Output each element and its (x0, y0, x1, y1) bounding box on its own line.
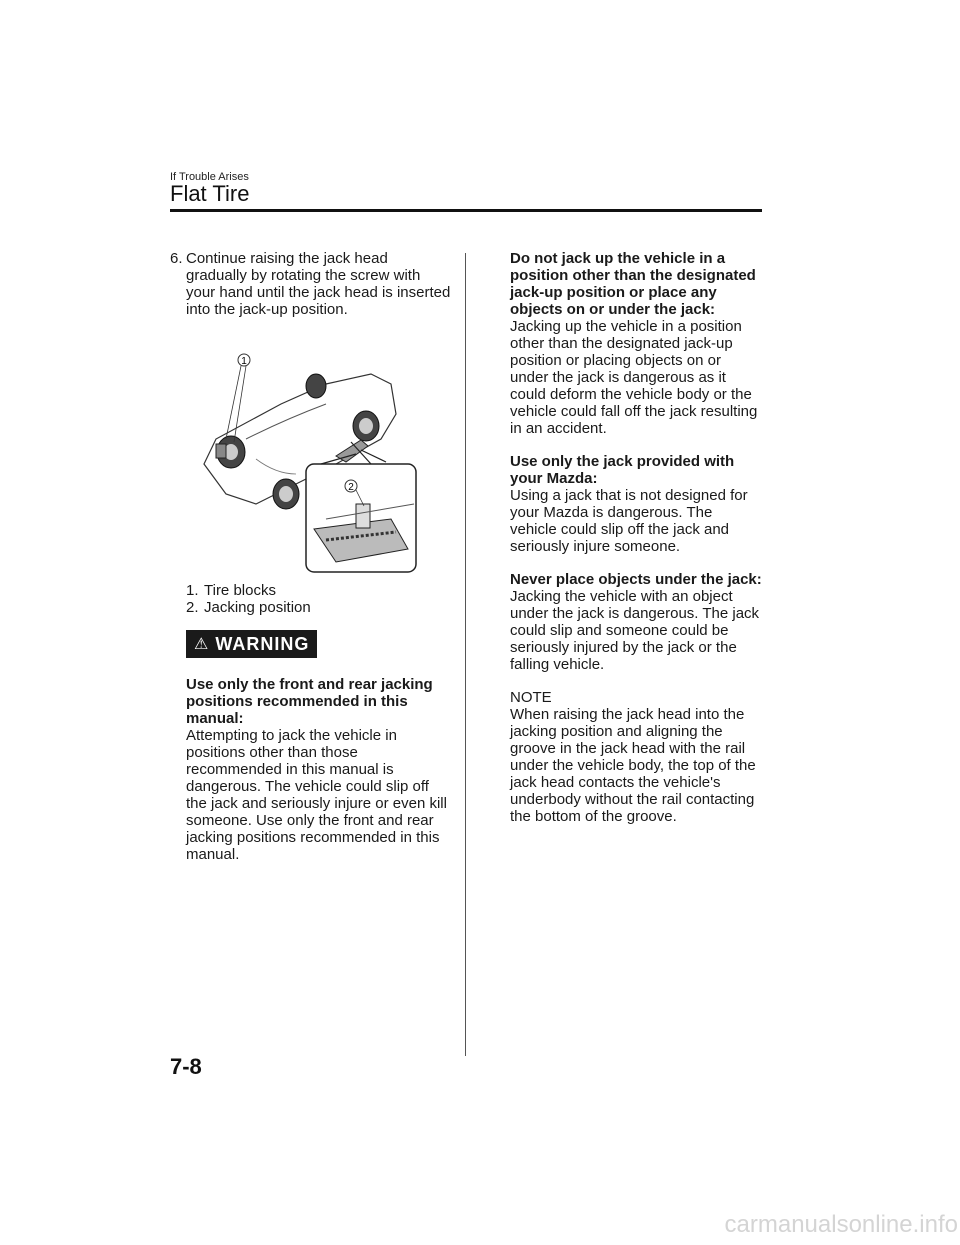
caution-body: Jacking up the vehicle in a position other than the designated jack-up position or placing objects on or under the jack is dangerous as it could deform the vehicle body or the vehicle could fall off the jack resulting in an accident. (510, 318, 758, 437)
page-number: 7-8 (170, 1054, 202, 1079)
warning-badge (186, 630, 317, 658)
caution-heading: Do not jack up the vehicle in a position other than the designated jack-up position or place any objects on or under the jack: (510, 250, 756, 318)
warning-body: Attempting to jack the vehicle in positions other than those recommended in this manual is dangerous. The vehicle could slip off the jack and seriously injure or even kill someone. Use only the front and rear jacking positions recommended in this manual. (186, 727, 447, 863)
legend-label: Jacking position (204, 599, 311, 616)
left-column (170, 250, 452, 863)
caution-paragraph (510, 250, 762, 437)
warning-heading: Use only the front and rear jacking positions recommended in this manual: (186, 676, 433, 727)
warning-triangle-icon: ⚠ (194, 635, 210, 653)
callout-1: 1 (241, 356, 247, 367)
legend-item (186, 599, 452, 616)
legend-item (186, 582, 452, 599)
warning-label: WARNING (215, 633, 310, 654)
legend-number: 1. (186, 582, 199, 599)
caution-body: Jacking the vehicle with an object under the jack is dangerous. The jack could slip and someone could be seriously injured by the jack or the falling vehicle. (510, 588, 760, 673)
watermark: carmanualsonline.info (724, 1211, 958, 1238)
car-jack-illustration (186, 344, 418, 576)
note-block (510, 689, 762, 825)
note-label: NOTE (510, 689, 552, 706)
section-label: If Trouble Arises (170, 171, 249, 183)
column-divider (465, 253, 466, 1056)
legend-number: 2. (186, 599, 199, 616)
caution-heading: Use only the jack provided with your Mazda: (510, 453, 735, 487)
right-column (510, 250, 762, 841)
note-body: When raising the jack head into the jacking position and aligning the groove in the jack head with the rail under the vehicle body, the top of the jack head contacts the vehicle's underbody without the rail contacting the bottom of the groove. (510, 706, 756, 825)
step-number: 6. (170, 250, 183, 267)
step-item (170, 250, 452, 318)
page-title: Flat Tire (170, 181, 250, 206)
caution-body: Using a jack that is not designed for your Mazda is dangerous. The vehicle could slip off the jack and seriously injure someone. (510, 487, 748, 555)
jacking-illustration (186, 344, 418, 576)
figure-legend (186, 582, 452, 616)
legend-label: Tire blocks (204, 582, 276, 599)
step-text: Continue raising the jack head gradually by rotating the screw with your hand until the jack head is inserted into the jack-up position. (186, 250, 451, 318)
caution-paragraph (510, 453, 762, 555)
callout-2: 2 (348, 482, 354, 493)
caution-paragraph (510, 571, 762, 673)
caution-heading: Never place objects under the jack: (510, 571, 762, 588)
header-divider (170, 209, 762, 212)
warning-content (186, 676, 452, 863)
